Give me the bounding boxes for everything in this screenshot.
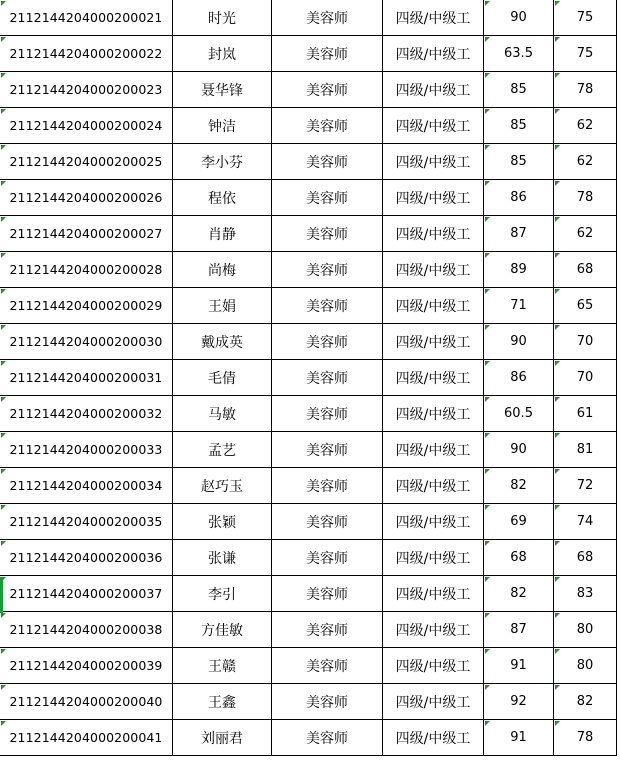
- cell-occupation[interactable]: 美容师: [272, 396, 383, 432]
- cell-occupation[interactable]: 美容师: [272, 432, 383, 468]
- cell-certificate-id[interactable]: 2112144204000200028: [0, 252, 173, 288]
- cell-occupation[interactable]: 美容师: [272, 360, 383, 396]
- cell-practical-score[interactable]: 61: [554, 396, 617, 432]
- table-row: [0, 648, 620, 684]
- cell-level[interactable]: 四级/中级工: [383, 108, 484, 144]
- cell-certificate-id[interactable]: 2112144204000200031: [0, 360, 173, 396]
- cell-level[interactable]: 四级/中级工: [383, 252, 484, 288]
- cell-occupation[interactable]: 美容师: [272, 144, 383, 180]
- cell-name[interactable]: 孟艺: [173, 432, 272, 468]
- cell-theory-score[interactable]: 68: [484, 540, 554, 576]
- cell-occupation[interactable]: 美容师: [272, 252, 383, 288]
- row-selection-marker: [0, 577, 3, 613]
- cell-theory-score[interactable]: 69: [484, 504, 554, 540]
- cell-name[interactable]: 王赣: [173, 648, 272, 684]
- cell-name[interactable]: 赵巧玉: [173, 468, 272, 504]
- cell-certificate-id[interactable]: 2112144204000200036: [0, 540, 173, 576]
- table-row: [0, 36, 620, 72]
- cell-theory-score[interactable]: 60.5: [484, 396, 554, 432]
- table-row: [0, 72, 620, 108]
- cell-level[interactable]: 四级/中级工: [383, 612, 484, 648]
- cell-theory-score[interactable]: 92: [484, 684, 554, 720]
- cell-name[interactable]: 毛倩: [173, 360, 272, 396]
- cell-theory-score[interactable]: 91: [484, 720, 554, 756]
- cell-practical-score[interactable]: 75: [554, 0, 617, 36]
- cell-name[interactable]: 程依: [173, 180, 272, 216]
- table-row: [0, 360, 620, 396]
- cell-level[interactable]: 四级/中级工: [383, 540, 484, 576]
- cell-certificate-id[interactable]: 2112144204000200023: [0, 72, 173, 108]
- cell-theory-score[interactable]: 86: [484, 360, 554, 396]
- cell-level[interactable]: 四级/中级工: [383, 36, 484, 72]
- cell-level[interactable]: 四级/中级工: [383, 144, 484, 180]
- cell-certificate-id[interactable]: 2112144204000200030: [0, 324, 173, 360]
- table-row: [0, 324, 620, 360]
- cell-certificate-id[interactable]: 2112144204000200032: [0, 396, 173, 432]
- cell-name[interactable]: 李引: [173, 576, 272, 612]
- cell-certificate-id[interactable]: 2112144204000200034: [0, 468, 173, 504]
- table-row: [0, 504, 620, 540]
- cell-theory-score[interactable]: 90: [484, 432, 554, 468]
- table-row: [0, 396, 620, 432]
- cell-certificate-id[interactable]: 2112144204000200038: [0, 612, 173, 648]
- cell-practical-score[interactable]: 72: [554, 468, 617, 504]
- cell-theory-score[interactable]: 90: [484, 0, 554, 36]
- table-row: [0, 252, 620, 288]
- cell-theory-score[interactable]: 87: [484, 612, 554, 648]
- cell-certificate-id[interactable]: 2112144204000200035: [0, 504, 173, 540]
- table-row: [0, 684, 620, 720]
- cell-practical-score[interactable]: 70: [554, 360, 617, 396]
- cell-practical-score[interactable]: 68: [554, 540, 617, 576]
- cell-theory-score[interactable]: 82: [484, 576, 554, 612]
- cell-occupation[interactable]: 美容师: [272, 72, 383, 108]
- cell-name[interactable]: 肖静: [173, 216, 272, 252]
- cell-practical-score[interactable]: 68: [554, 252, 617, 288]
- table-row: [0, 0, 620, 36]
- cell-level[interactable]: 四级/中级工: [383, 180, 484, 216]
- table-row: [0, 180, 620, 216]
- cell-certificate-id[interactable]: 2112144204000200022: [0, 36, 173, 72]
- cell-occupation[interactable]: 美容师: [272, 180, 383, 216]
- cell-certificate-id[interactable]: 2112144204000200041: [0, 720, 173, 756]
- cell-theory-score[interactable]: 91: [484, 648, 554, 684]
- cell-practical-score[interactable]: 80: [554, 612, 617, 648]
- cell-level[interactable]: 四级/中级工: [383, 576, 484, 612]
- cell-level[interactable]: 四级/中级工: [383, 324, 484, 360]
- cell-name[interactable]: 钟洁: [173, 108, 272, 144]
- table-row: [0, 576, 620, 612]
- cell-practical-score[interactable]: 74: [554, 504, 617, 540]
- cell-name[interactable]: 聂华锋: [173, 72, 272, 108]
- cell-name[interactable]: 王娟: [173, 288, 272, 324]
- cell-name[interactable]: 时光: [173, 0, 272, 36]
- cell-name[interactable]: 戴成英: [173, 324, 272, 360]
- cell-occupation[interactable]: 美容师: [272, 288, 383, 324]
- cell-theory-score[interactable]: 63.5: [484, 36, 554, 72]
- cell-occupation[interactable]: 美容师: [272, 504, 383, 540]
- table-row: [0, 288, 620, 324]
- cell-certificate-id[interactable]: 2112144204000200039: [0, 648, 173, 684]
- cell-occupation[interactable]: 美容师: [272, 324, 383, 360]
- cell-theory-score[interactable]: 87: [484, 216, 554, 252]
- cell-practical-score[interactable]: 70: [554, 324, 617, 360]
- cell-practical-score[interactable]: 62: [554, 144, 617, 180]
- cell-occupation[interactable]: 美容师: [272, 720, 383, 756]
- cell-certificate-id[interactable]: 2112144204000200037: [0, 576, 173, 612]
- cell-practical-score[interactable]: 83: [554, 576, 617, 612]
- cell-certificate-id[interactable]: 2112144204000200021: [0, 0, 173, 36]
- cell-certificate-id[interactable]: 2112144204000200027: [0, 216, 173, 252]
- cell-theory-score[interactable]: 82: [484, 468, 554, 504]
- cell-occupation[interactable]: 美容师: [272, 468, 383, 504]
- cell-level[interactable]: 四级/中级工: [383, 396, 484, 432]
- cell-level[interactable]: 四级/中级工: [383, 216, 484, 252]
- cell-practical-score[interactable]: 80: [554, 648, 617, 684]
- cell-name[interactable]: 刘丽君: [173, 720, 272, 756]
- cell-theory-score[interactable]: 85: [484, 108, 554, 144]
- cell-level[interactable]: 四级/中级工: [383, 432, 484, 468]
- cell-name[interactable]: 马敏: [173, 396, 272, 432]
- cell-theory-score[interactable]: 85: [484, 144, 554, 180]
- cell-name[interactable]: 王鑫: [173, 684, 272, 720]
- cell-practical-score[interactable]: 81: [554, 432, 617, 468]
- table-row: [0, 720, 620, 756]
- cell-practical-score[interactable]: 78: [554, 720, 617, 756]
- cell-level[interactable]: 四级/中级工: [383, 288, 484, 324]
- cell-practical-score[interactable]: 78: [554, 72, 617, 108]
- cell-occupation[interactable]: 美容师: [272, 216, 383, 252]
- cell-level[interactable]: 四级/中级工: [383, 360, 484, 396]
- cell-certificate-id[interactable]: 2112144204000200040: [0, 684, 173, 720]
- cell-name[interactable]: 方佳敏: [173, 612, 272, 648]
- cell-certificate-id[interactable]: 2112144204000200033: [0, 432, 173, 468]
- cell-certificate-id[interactable]: 2112144204000200026: [0, 180, 173, 216]
- table-row: [0, 108, 620, 144]
- cell-certificate-id[interactable]: 2112144204000200024: [0, 108, 173, 144]
- cell-level[interactable]: 四级/中级工: [383, 72, 484, 108]
- cell-occupation[interactable]: 美容师: [272, 36, 383, 72]
- cell-practical-score[interactable]: 62: [554, 108, 617, 144]
- cell-theory-score[interactable]: 86: [484, 180, 554, 216]
- cell-practical-score[interactable]: 78: [554, 180, 617, 216]
- cell-theory-score[interactable]: 71: [484, 288, 554, 324]
- cell-name[interactable]: 尚梅: [173, 252, 272, 288]
- cell-level[interactable]: 四级/中级工: [383, 0, 484, 36]
- cell-name[interactable]: 张谦: [173, 540, 272, 576]
- cell-theory-score[interactable]: 85: [484, 72, 554, 108]
- table-row: [0, 540, 620, 576]
- cell-practical-score[interactable]: 75: [554, 36, 617, 72]
- cell-occupation[interactable]: 美容师: [272, 108, 383, 144]
- cell-name[interactable]: 封岚: [173, 36, 272, 72]
- table-row: [0, 216, 620, 252]
- table-row: [0, 144, 620, 180]
- cell-practical-score[interactable]: 82: [554, 684, 617, 720]
- cell-name[interactable]: 张颖: [173, 504, 272, 540]
- table-row: [0, 612, 620, 648]
- cell-practical-score[interactable]: 65: [554, 288, 617, 324]
- table-row: [0, 432, 620, 468]
- cell-occupation[interactable]: 美容师: [272, 576, 383, 612]
- cell-level[interactable]: 四级/中级工: [383, 504, 484, 540]
- cell-theory-score[interactable]: 89: [484, 252, 554, 288]
- cell-level[interactable]: 四级/中级工: [383, 648, 484, 684]
- cell-level[interactable]: 四级/中级工: [383, 720, 484, 756]
- cell-occupation[interactable]: 美容师: [272, 648, 383, 684]
- table-row: [0, 468, 620, 504]
- cell-practical-score[interactable]: 62: [554, 216, 617, 252]
- cell-level[interactable]: 四级/中级工: [383, 468, 484, 504]
- cell-occupation[interactable]: 美容师: [272, 612, 383, 648]
- cell-occupation[interactable]: 美容师: [272, 0, 383, 36]
- cell-certificate-id[interactable]: 2112144204000200025: [0, 144, 173, 180]
- cell-certificate-id[interactable]: 2112144204000200029: [0, 288, 173, 324]
- cell-occupation[interactable]: 美容师: [272, 540, 383, 576]
- cell-occupation[interactable]: 美容师: [272, 684, 383, 720]
- cell-theory-score[interactable]: 90: [484, 324, 554, 360]
- cell-name[interactable]: 李小芬: [173, 144, 272, 180]
- cell-level[interactable]: 四级/中级工: [383, 684, 484, 720]
